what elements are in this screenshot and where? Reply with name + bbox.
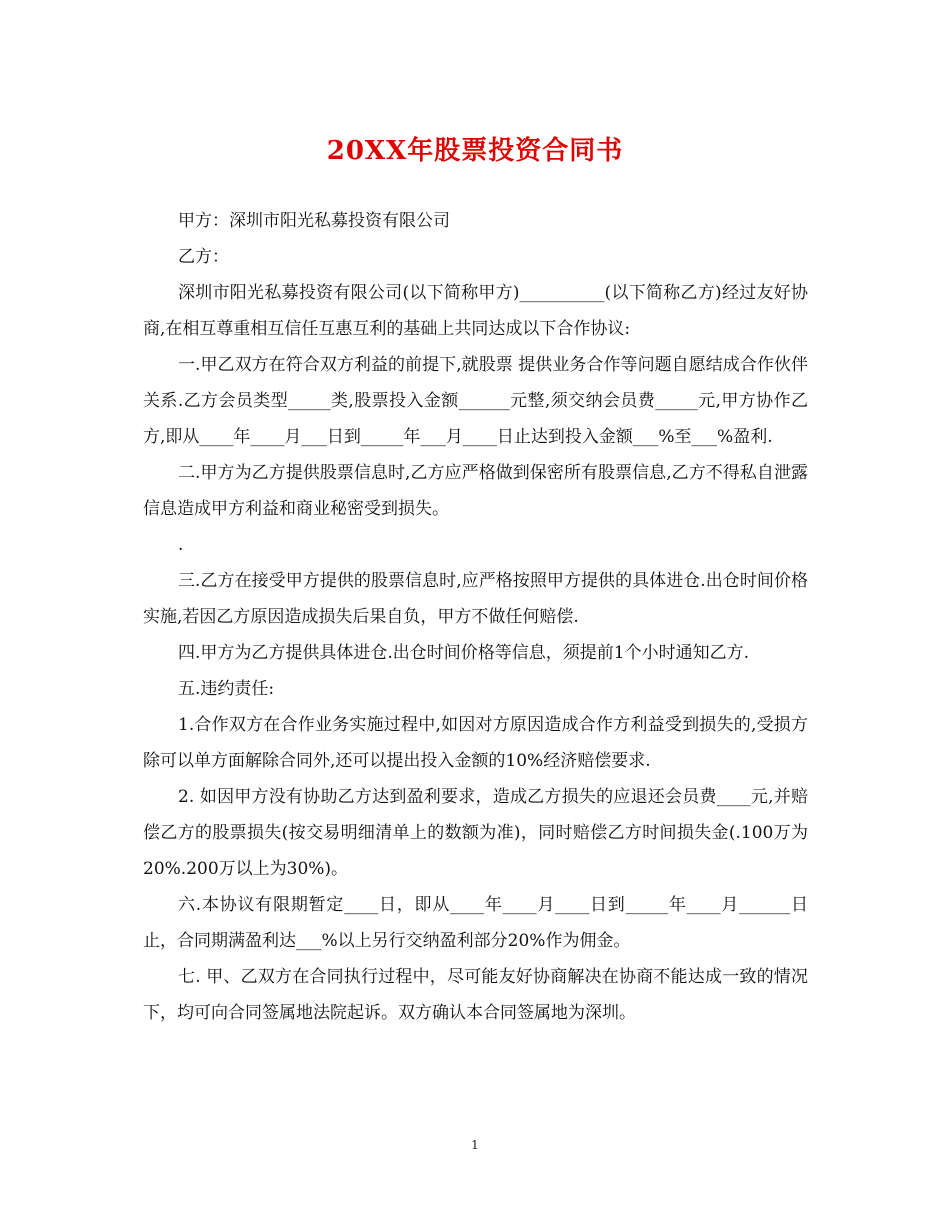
party-a-line: 甲方：深圳市阳光私募投资有限公司 (178, 211, 450, 231)
preamble-paragraph: 深圳市阳光私募投资有限公司(以下简称甲方)__________(以下简称乙方)经过友好协商,在相互尊重相互信任互惠互利的基础上共同达成以下合作协议: (143, 283, 808, 339)
clause-4: 四.甲方为乙方提供具体进仓.出仓时间价格等信息，须提前1个小时通知乙方. (178, 643, 750, 663)
document-body (143, 203, 808, 1031)
page-number: 1 (471, 1138, 479, 1152)
clause-2: 二.甲方为乙方提供股票信息时,乙方应严格做到保密所有股票信息,乙方不得私自泄露信息造成甲方利益和商业秘密受到损失。 (143, 463, 808, 519)
party-b-line: 乙方： (178, 247, 229, 267)
clause-6: 六.本协议有限期暂定____日，即从____年____月____日到_____年____月______日止，合同期满盈利达___%以上另行交纳盈利部分20%作为佣金。 (143, 895, 808, 951)
stray-dot: . (178, 535, 184, 555)
clause-1: 一.甲乙双方在符合双方利益的前提下,就股票 提供业务合作等问题自愿结成合作伙伴关系.乙方会员类型_____类,股票投入金额______元整,须交纳会员费_____元,甲方协作乙方,即从____年____月___日到_____年___月____日止达到投入金额___%至___%盈利. (143, 355, 808, 447)
clause-7: 七. 甲、乙双方在合同执行过程中，尽可能友好协商解决在协商不能达成一致的情况下，均可向合同签属地法院起诉。双方确认本合同签属地为深圳。 (143, 967, 808, 1023)
document-title: 20XX年股票投资合同书 (326, 136, 624, 166)
clause-5-item-2: 2. 如因甲方没有协助乙方达到盈利要求，造成乙方损失的应退还会员费____元,并赔偿乙方的股票损失(按交易明细清单上的数额为准)，同时赔偿乙方时间损失金(.100万为20%.200万以上为30%)。 (143, 787, 808, 879)
clause-5-heading: 五.违约责任: (178, 679, 275, 699)
clause-3: 三.乙方在接受甲方提供的股票信息时,应严格按照甲方提供的具体进仓.出仓时间价格实施,若因乙方原因造成损失后果自负，甲方不做任何赔偿. (143, 571, 808, 627)
clause-5-item-1: 1.合作双方在合作业务实施过程中,如因对方原因造成合作方利益受到损失的,受损方除可以单方面解除合同外,还可以提出投入金额的10%经济赔偿要求. (143, 715, 808, 771)
